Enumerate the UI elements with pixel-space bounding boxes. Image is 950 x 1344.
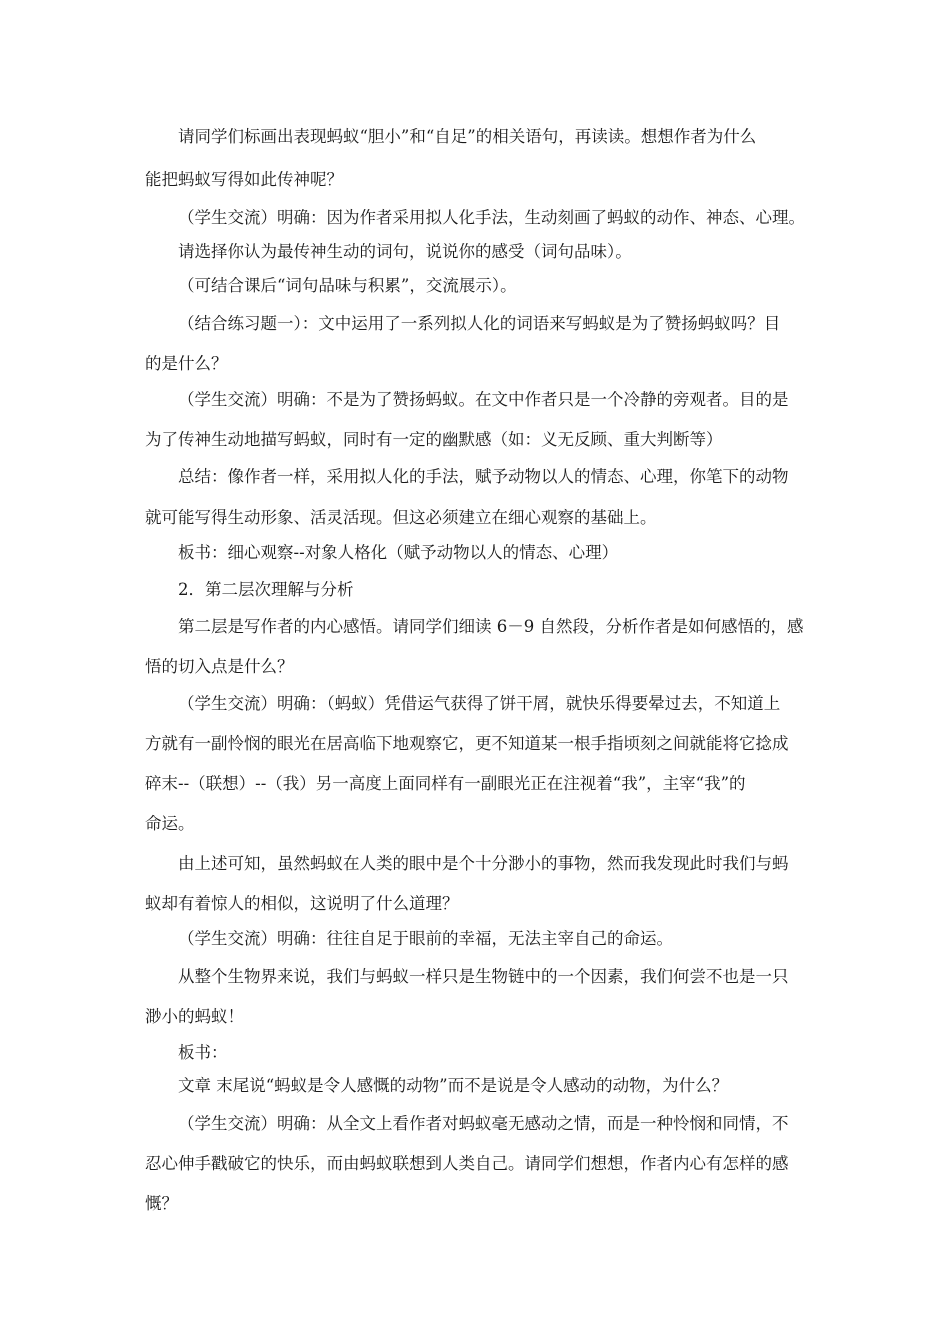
text-line: 碎末--（联想）--（我）另一高度上面同样有一副眼光正在注视着“我”，主宰“我”的 <box>145 774 746 793</box>
text-line: 忍心伸手戳破它的快乐，而由蚂蚁联想到人类自己。请同学们想想，作者内心有怎样的感 <box>145 1154 789 1173</box>
text-line: 慨？ <box>145 1194 178 1213</box>
text-line: 由上述可知，虽然蚂蚁在人类的眼中是个十分渺小的事物，然而我发现此时我们与蚂 <box>178 854 789 873</box>
text-line: 方就有一副怜悯的眼光在居高临下地观察它，更不知道某一根手指顷刻之间就能将它捻成 <box>145 734 789 753</box>
text-line: 请选择你认为最传神生动的词句，说说你的感受（词句品味）。 <box>178 242 632 261</box>
text-line: 蚁却有着惊人的相似，这说明了什么道理？ <box>145 894 459 913</box>
text-line: （学生交流）明确：从全文上看作者对蚂蚁毫无感动之情，而是一种怜悯和同情，不 <box>178 1114 789 1133</box>
text-line: 命运。 <box>145 814 195 833</box>
text-line: 就可能写得生动形象、活灵活现。但这必须建立在细心观察的基础上。 <box>145 508 657 527</box>
text-line: 请同学们标画出表现蚂蚁“胆小”和“自足”的相关语句，再读读。想想作者为什么 <box>178 127 757 146</box>
text-line: 的是什么？ <box>145 354 228 373</box>
board-notes-line: 板书： <box>178 1043 228 1062</box>
text-line: （可结合课后“词句品味与积累”，交流展示）。 <box>178 276 517 295</box>
text-line: （学生交流）明确：（蚂蚁）凭借运气获得了饼干屑，就快乐得要晕过去，不知道上 <box>178 694 781 713</box>
text-line: （结合练习题一）：文中运用了一系列拟人化的词语来写蚂蚁是为了赞扬蚂蚁吗？目 <box>178 314 781 333</box>
board-notes-line: 板书：细心观察--对象人格化（赋予动物以人的情态、心理） <box>178 543 619 562</box>
section-heading: 2．第二层次理解与分析 <box>178 580 354 599</box>
text-line: 能把蚂蚁写得如此传神呢？ <box>145 170 343 189</box>
text-line: （学生交流）明确：往往自足于眼前的幸福，无法主宰自己的命运。 <box>178 929 673 948</box>
text-line: （学生交流）明确：不是为了赞扬蚂蚁。在文中作者只是一个冷静的旁观者。目的是 <box>178 390 789 409</box>
text-line: 从整个生物界来说，我们与蚂蚁一样只是生物链中的一个因素，我们何尝不也是一只 <box>178 967 789 986</box>
text-line: 渺小的蚂蚁！ <box>145 1007 244 1026</box>
text-line: 总结：像作者一样，采用拟人化的手法，赋予动物以人的情态、心理，你笔下的动物 <box>178 467 789 486</box>
text-line: 文章 末尾说“蚂蚁是令人感慨的动物”而不是说是令人感动的动物，为什么？ <box>178 1076 729 1095</box>
text-line: 悟的切入点是什么？ <box>145 657 294 676</box>
text-line: 第二层是写作者的内心感悟。请同学们细读 6－9 自然段，分析作者是如何感悟的，感 <box>178 617 804 636</box>
text-line: （学生交流）明确：因为作者采用拟人化手法，生动刻画了蚂蚁的动作、神态、心理。 <box>178 208 805 227</box>
text-line: 为了传神生动地描写蚂蚁，同时有一定的幽默感（如：义无反顾、重大判断等） <box>145 430 723 449</box>
